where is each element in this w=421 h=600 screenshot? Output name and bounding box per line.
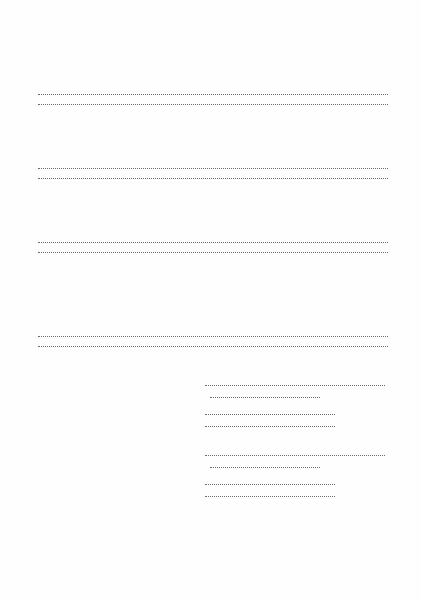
date-line bbox=[205, 496, 335, 497]
note-item-2 bbox=[70, 537, 370, 545]
signature-label bbox=[172, 447, 206, 455]
date-label bbox=[172, 418, 206, 426]
answer-line bbox=[38, 94, 388, 95]
certification-statement bbox=[120, 359, 320, 367]
note-item-4 bbox=[70, 559, 370, 567]
position-label bbox=[172, 406, 206, 414]
answer-line bbox=[38, 168, 388, 169]
answer-line bbox=[38, 242, 388, 243]
date-line bbox=[205, 426, 335, 427]
position-line bbox=[205, 484, 335, 485]
answer-line bbox=[38, 336, 388, 337]
answer-line bbox=[38, 178, 388, 179]
item-6-2 bbox=[38, 116, 388, 154]
item-6-3 bbox=[38, 186, 388, 224]
answer-line bbox=[38, 346, 388, 347]
name-line bbox=[210, 467, 320, 468]
signature-line bbox=[205, 385, 385, 386]
item-6-4 bbox=[38, 258, 388, 318]
position-label bbox=[172, 476, 206, 484]
signature-label bbox=[172, 377, 206, 385]
date-label bbox=[172, 488, 206, 496]
name-line bbox=[210, 397, 320, 398]
item-6-1 bbox=[38, 46, 388, 82]
answer-line bbox=[38, 104, 388, 105]
page-number bbox=[0, 6, 421, 15]
section-6-intro bbox=[38, 20, 388, 42]
answer-line bbox=[38, 252, 388, 253]
signature-line bbox=[205, 455, 385, 456]
position-line bbox=[205, 414, 335, 415]
note-item-1 bbox=[70, 526, 370, 534]
note-heading bbox=[38, 514, 388, 522]
note-item-3 bbox=[70, 548, 370, 556]
